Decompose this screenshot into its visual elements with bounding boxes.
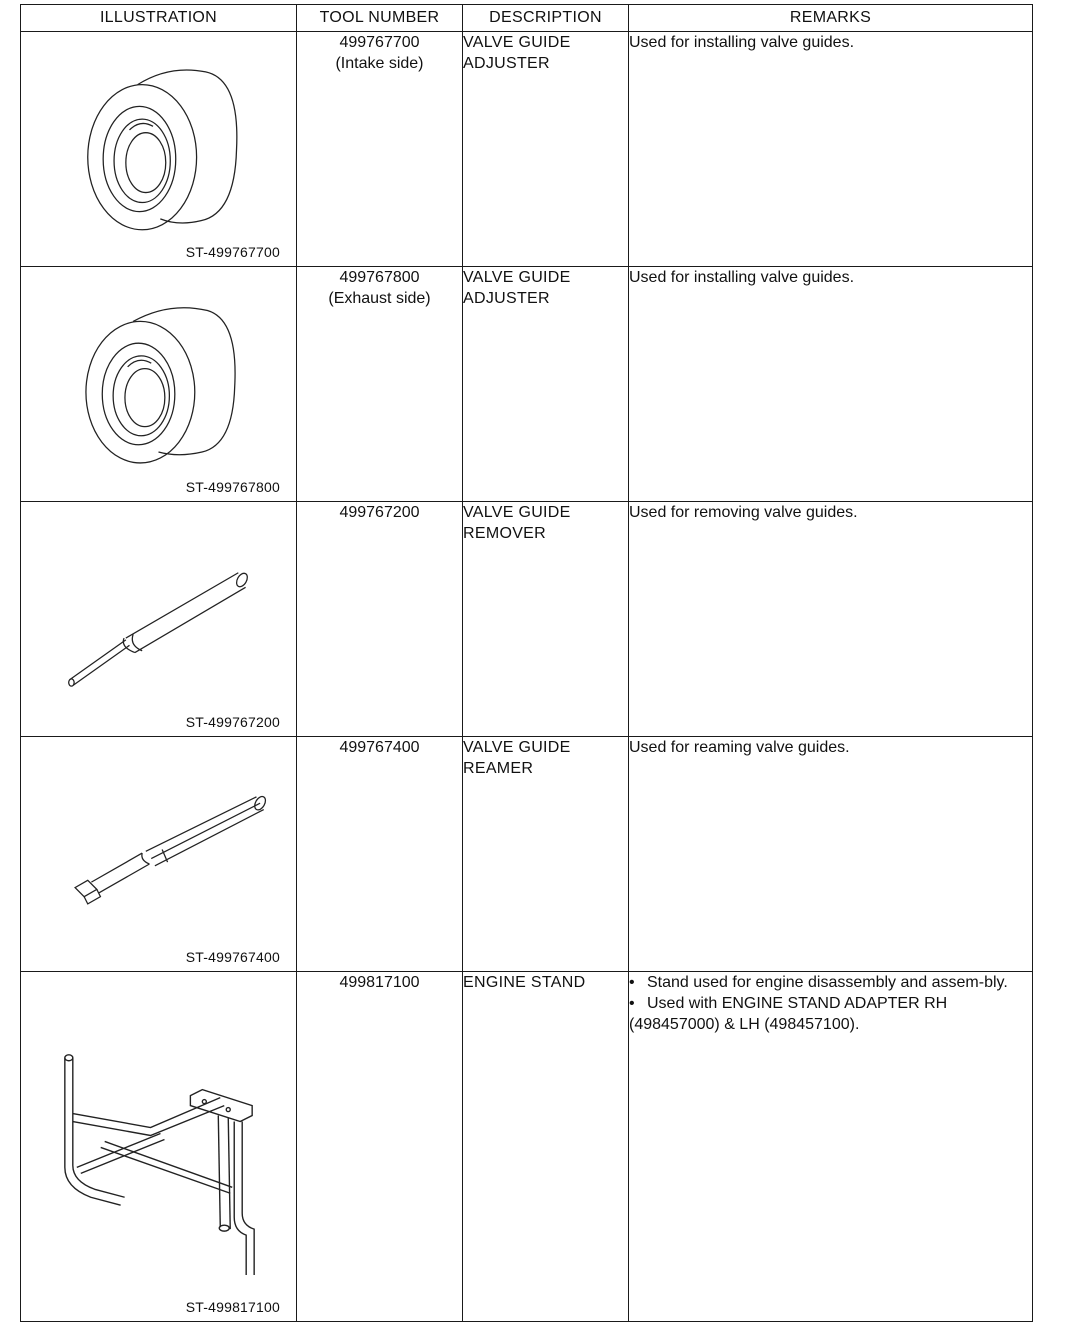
tool-number: 499767400 bbox=[339, 739, 420, 757]
st-label: ST-499767200 bbox=[185, 714, 280, 731]
tool-number: 499767700 bbox=[339, 34, 420, 51]
description-cell bbox=[463, 32, 629, 267]
st-label: ST-499817100 bbox=[185, 1299, 280, 1315]
header-remarks: REMARKS bbox=[629, 5, 1033, 32]
remarks-cell bbox=[629, 267, 1033, 502]
illustration-cell bbox=[21, 972, 297, 1322]
special-tools-table bbox=[20, 4, 1033, 1322]
st-label: ST-499767400 bbox=[185, 949, 280, 966]
remarks-cell bbox=[629, 32, 1033, 267]
description-line: VALVE GUIDE bbox=[463, 504, 571, 522]
remarks-cell bbox=[629, 972, 1033, 1322]
remarks-text: Used for reaming valve guides. bbox=[629, 739, 850, 757]
tool-number-cell bbox=[297, 267, 463, 502]
table-row bbox=[21, 972, 1033, 1322]
description-cell bbox=[463, 972, 629, 1322]
illustration-cell bbox=[21, 32, 297, 267]
description-line: ENGINE STAND bbox=[463, 974, 586, 992]
header-row bbox=[21, 5, 1033, 32]
tool-note: (Exhaust side) bbox=[328, 290, 431, 308]
header-tool-number: TOOL NUMBER bbox=[297, 5, 463, 32]
table-row bbox=[21, 737, 1033, 972]
description-line: VALVE GUIDE bbox=[463, 34, 571, 51]
tool-number: 499817100 bbox=[339, 974, 420, 992]
st-label: ST-499767700 bbox=[185, 244, 280, 261]
valve-guide-remover-icon bbox=[21, 502, 296, 736]
description-line: ADJUSTER bbox=[463, 290, 550, 308]
remarks-bullet: • Used with ENGINE STAND ADAPTER RH (498457000) & LH (498457100). bbox=[629, 995, 948, 1034]
valve-guide-adjuster-icon bbox=[21, 267, 296, 501]
remarks-cell bbox=[629, 737, 1033, 972]
illustration-cell bbox=[21, 502, 297, 737]
remarks-cell bbox=[629, 502, 1033, 737]
description-cell bbox=[463, 267, 629, 502]
description-cell bbox=[463, 737, 629, 972]
header-illustration: ILLUSTRATION bbox=[21, 5, 297, 32]
table-row bbox=[21, 267, 1033, 502]
description-line: REAMER bbox=[463, 760, 534, 778]
valve-guide-reamer-icon bbox=[21, 737, 296, 971]
remarks-bullet: • Stand used for engine disassembly and assem-bly. bbox=[629, 974, 1008, 992]
engine-stand-icon bbox=[21, 972, 296, 1321]
tool-note: (Intake side) bbox=[335, 55, 424, 72]
st-label: ST-499767800 bbox=[185, 479, 280, 496]
illustration-cell bbox=[21, 737, 297, 972]
table-row bbox=[21, 502, 1033, 737]
tool-number: 499767200 bbox=[339, 504, 420, 522]
tool-number-cell bbox=[297, 972, 463, 1322]
description-line: VALVE GUIDE bbox=[463, 269, 571, 287]
description-line: REMOVER bbox=[463, 525, 546, 543]
header-description: DESCRIPTION bbox=[463, 5, 629, 32]
description-cell bbox=[463, 502, 629, 737]
valve-guide-adjuster-icon bbox=[21, 32, 296, 266]
tool-number-cell bbox=[297, 737, 463, 972]
tool-number: 499767800 bbox=[339, 269, 420, 287]
remarks-bullet-text: Used with ENGINE STAND ADAPTER RH (498457000) & LH (498457100). bbox=[629, 995, 948, 1034]
table-row bbox=[21, 32, 1033, 267]
illustration-cell bbox=[21, 267, 297, 502]
description-line: VALVE GUIDE bbox=[463, 739, 571, 757]
remarks-bullet-list bbox=[629, 972, 1032, 1035]
remarks-text: Used for removing valve guides. bbox=[629, 504, 858, 522]
tool-number-cell bbox=[297, 502, 463, 737]
description-line: ADJUSTER bbox=[463, 55, 550, 72]
remarks-text: Used for installing valve guides. bbox=[629, 34, 855, 51]
tool-number-cell bbox=[297, 32, 463, 267]
remarks-text: Used for installing valve guides. bbox=[629, 269, 855, 287]
remarks-bullet-text: Stand used for engine disassembly and assem-bly. bbox=[647, 974, 1008, 992]
